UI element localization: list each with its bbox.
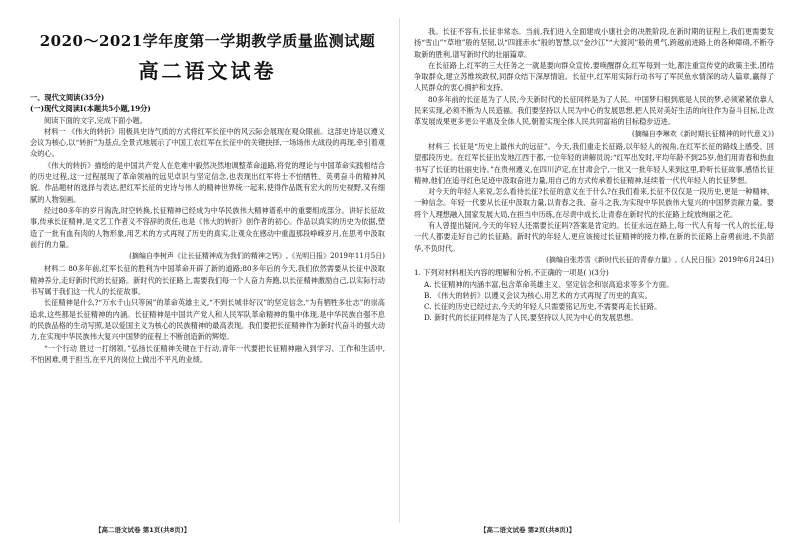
page-footer-left: 【高二语文试卷 第1页(共8页)】 xyxy=(95,526,191,534)
source-citation: (摘编自张苏雪《新时代长征的青春力量》,《人民日报》2019年6月24日) xyxy=(546,255,774,264)
column-divider xyxy=(399,18,400,523)
material2-paragraph: 在长征路上,红军的三大任务之一就是要向群众宣传,要唤醒群众,红军每到一处,都注重宣传党的政策主张,团结争取群众,建立苏维埃政权,同群众结下深厚情谊。长征中,红军用实际行动书写了军民鱼水情深的动人篇章,赢得了人民群众的衷心拥护和支持。 xyxy=(414,60,774,93)
material3-paragraph: 有人曾提出疑问,今天的年轻人还需要长征吗?答案是肯定的。长征永远在路上,每一代人有每一代人的长征,每一代人都要走好自己的长征路。新时代的年轻人,更应该接过长征精神的接力棒,在新的长征路上奋勇前进,不负韶华,不负时代。 xyxy=(414,221,774,253)
exam-subtitle: 高二语文试卷 xyxy=(138,59,277,83)
material2-paragraph: 80多年前的长征是为了人民,今天新时代的长征同样是为了人民。中国梦归根到底是人民的梦,必须紧紧依靠人民来实现,必须不断为人民造福。我们要坚持以人民为中心的发展思想,把人民对美好生活的向往作为奋斗目标,让改革发展成果更多更公平惠及全体人民,朝着实现全体人民共同富裕的目标稳步迈进。 xyxy=(414,94,774,127)
subsection-heading: (一)现代文阅读Ⅰ(本题共5小题,19分) xyxy=(30,104,151,114)
material1-paragraph: 材料一 《伟大的转折》用极具史诗气质的方式将红军长征中的风云际会展现在观众眼前。这部史诗是以遵义会议为核心,以“转折”为基点,全景式地展示了中国工农红军在长征中的关键抉择,一场场伟大战役的再现,牵引着观众的心。 xyxy=(30,126,385,159)
source-citation: (摘编自李树声《让长征精神成为我们的精神之钙》,《光明日报》2019年11月5日) xyxy=(129,252,385,261)
page-right xyxy=(414,0,774,550)
option-b: B. 《伟大的转折》以遵义会议为核心,用艺术的方式再现了历史的真实。 xyxy=(424,290,652,300)
material1-paragraph: 《伟大的转折》描绘的是中国共产党人在危难中毅然决然地调整革命道路,将党的理论与中国革命实践相结合的历史过程,这一过程展现了革命领袖的远见卓识与坚定信念,也表现出红军将士不怕牺牲、英勇奋斗的精神风貌。作品题材的选择与表达,把红军长征的史诗与伟人的精神世界统一起来,使得作品既有宏大的历史视野,又有细腻的人物刻画。 xyxy=(30,160,385,204)
material3-paragraph: 对今天的年轻人来说,怎么看待长征?长征的意义在于什么?在我们看来,长征不仅仅是一段历史,更是一种精神、一种信念。年轻一代要从长征中汲取力量,以青春之我、奋斗之我,为实现中华民族伟大复兴的中国梦贡献力量。要将个人理想融入国家发展大局,在担当中历练,在尽责中成长,让青春在新时代的长征路上绽放绚丽之花。 xyxy=(414,187,774,219)
material2-paragraph: 长征精神是什么?“万水千山只等闲”的革命英雄主义,“不到长城非好汉”的坚定信念,“为有牺牲多壮志”的崇高追求,这些都是长征精神的内涵。长征精神是中国共产党人和人民军队革命精神的集中体现,是中华民族自强不息的民族品格的生动写照,是以爱国主义为核心的民族精神的最高表现。我们要把长征精神作为新时代奋斗的强大动力,在实现中华民族伟大复兴中国梦的征程上不断创造新的辉煌。 xyxy=(30,298,385,342)
page-footer-right: 【高二语文试卷 第2页(共8页)】 xyxy=(480,526,576,534)
exam-title: 2020～2021学年度第一学期教学质量监测试题 xyxy=(39,32,376,50)
material3-paragraph: 材料三 长征是“历史上最伟大的远征”。今天,我们重走长征路,以年轻人的视角,在红军长征的路线上感受、回望那段历史。在红军长征出发地江西于都,一位年轻的讲解员说:“红军出发时,平均年龄不到25岁,他们用青春和热血书写了长征的壮丽史诗。”在贵州遵义,在四川泸定,在甘肃会宁,一批又一批年轻人来到这里,聆听长征故事,感悟长征精神,他们在追寻红色足迹中汲取奋进力量,用自己的方式传承着长征精神,延续着一代代年轻人的长征梦想。 xyxy=(414,141,774,185)
reading-instruction: 阅读下面的文字,完成下面小题。 xyxy=(44,115,147,125)
option-c: C. 长征的历史已经过去,今天的年轻人只需要铭记历史,不需要再走长征路。 xyxy=(424,302,662,312)
material2-paragraph: 材料二 80多年前,红军长征的胜利为中国革命开辟了新的道路;80多年后的今天,我们依然需要从长征中汲取精神养分,走好新时代的长征路。新时代的长征路上,需要我们每一个人奋力奔跑,以长征精神激励自己,以实际行动书写属于我们这一代人的长征故事。 xyxy=(30,264,385,297)
page-left xyxy=(30,0,385,550)
question-1: 1. 下列对材料相关内容的理解和分析,不正确的一项是( )(3分) xyxy=(414,268,609,278)
material1-paragraph: 经过80多年的岁月淘洗,时空转换,长征精神已经成为中华民族伟大精神谱系中的重要组成部分。讲好长征故事,传承长征精神,是文艺工作者义不容辞的责任,也是《伟大的转折》创作者的初心。作品以真实的历史为依据,塑造了一批有血有肉的人物形象,用艺术的方式再现了历史的真实,让观众在感动中重温那段峥嵘岁月,在思考中汲取前行的力量。 xyxy=(30,205,385,249)
material2-paragraph: “一个行动 胜过一打纲领。”弘扬长征精神关键在于行动,青年一代要把长征精神融入到学习、工作和生活中,不怕困难,勇于担当,在平凡的岗位上做出不平凡的业绩。 xyxy=(30,343,385,364)
option-a: A. 长征精神的内涵丰富,包含革命英雄主义、坚定信念和崇高追求等多个方面。 xyxy=(424,279,674,289)
material2-paragraph: 我。长征不容有,长征非常态。当前,我们进入全面建成小康社会的决胜阶段,在新时期的征程上,我们更需要发扬“雪山”“草地”般的坚韧,以“四渡赤水”般的智慧,以“金沙江”“大渡河”般的勇气,跨越前进路上的各种障碍,不断夺取新的胜利,谱写新时代的壮丽篇章。 xyxy=(414,27,774,59)
option-d: D. 新时代的长征同样是为了人民,要坚持以人民为中心的发展思想。 xyxy=(424,313,638,323)
source-citation: (摘编自李琳欢《新时期长征精神的时代意义》) xyxy=(632,129,774,138)
section-heading: 一、现代文阅读(35分) xyxy=(30,93,105,102)
